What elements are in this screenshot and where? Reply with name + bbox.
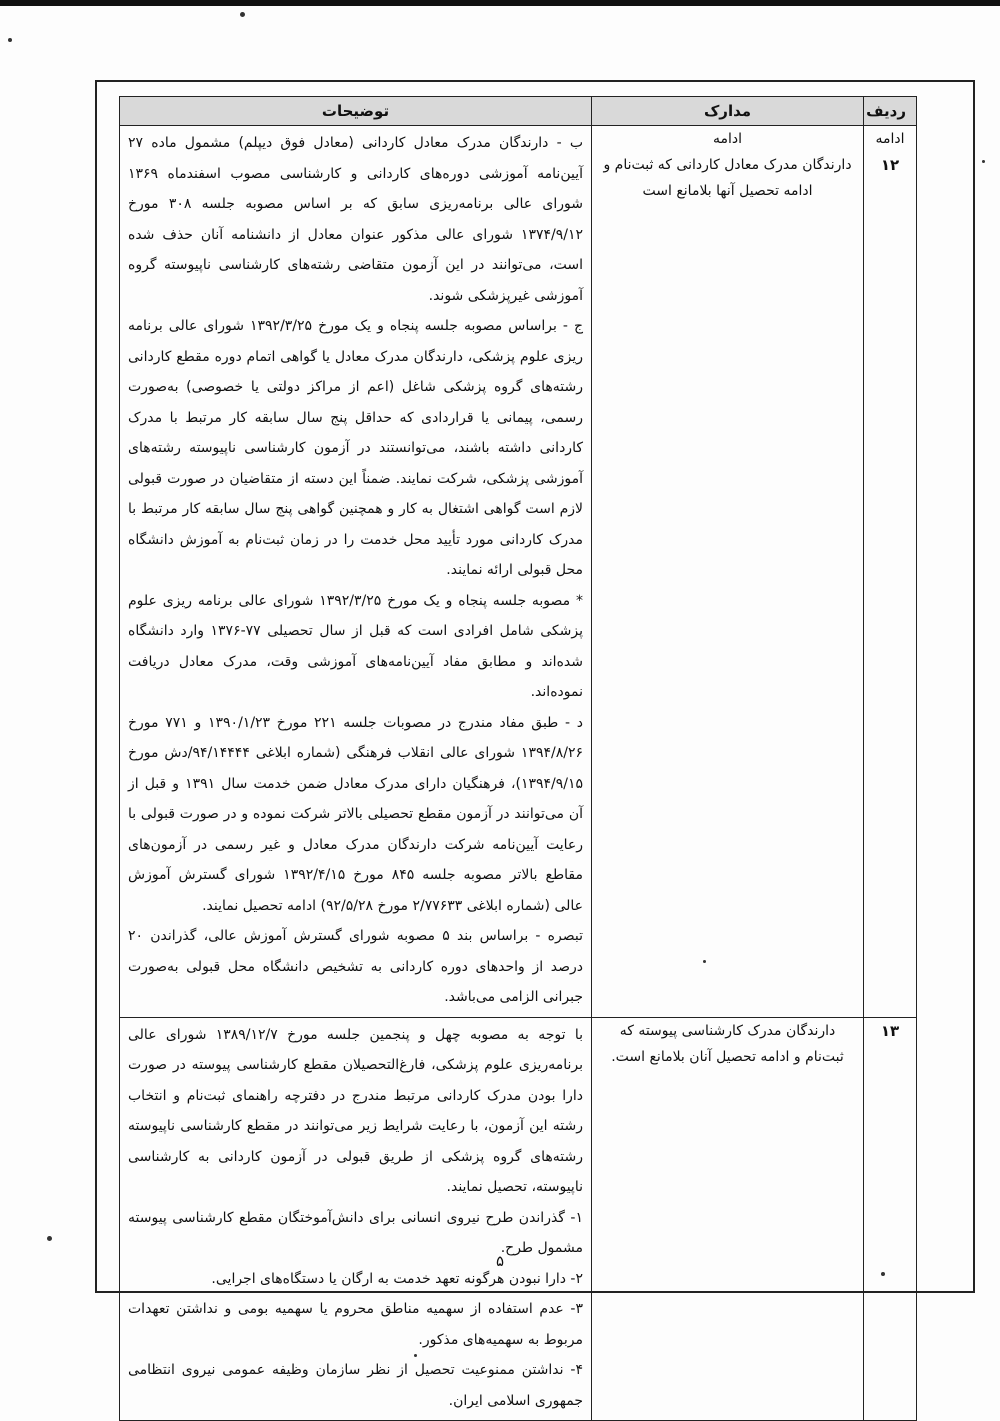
description-paragraph: ۲- دارا نبودن هرگونه تعهد خدمت به ارگان یا دستگاه‌های اجرایی. — [211, 1270, 583, 1287]
scan-speck — [982, 160, 985, 163]
table-row — [120, 1017, 917, 1421]
scan-speck — [47, 1236, 52, 1241]
description-paragraph: ۴- نداشتن ممنوعیت تحصیل از نظر سازمان وظیفه عمومی نیروی انتظامی جمهوری اسلامی ایران. — [128, 1362, 583, 1409]
page-number: ۵ — [495, 1252, 505, 1270]
description-paragraph: ۳- عدم استفاده از سهمیه مناطق محروم یا سهمیه بومی و نداشتن تعهدات مربوط به سهمیه‌های مذکور. — [128, 1301, 583, 1348]
scan-speck — [8, 38, 12, 42]
scan-speck — [881, 1272, 885, 1276]
header-row-number: ردیف — [864, 97, 917, 126]
madarek-text: دارندگان مدرک کارشناسی پیوسته که ثبت‌نام و ادامه تحصیل آنان بلامانع است. — [611, 1022, 844, 1065]
description-paragraph: ۱- گذراندن طرح نیروی انسانی برای دانش‌آموختگان مقطع کارشناسی پیوسته مشمول طرح. — [128, 1209, 583, 1256]
scan-top-edge — [0, 0, 1000, 6]
scan-speck — [703, 960, 706, 963]
description-paragraph: د - طبق مفاد مندرج در مصوبات جلسه ۲۲۱ مورخ ۱۳۹۰/۱/۲۳ و ۷۷۱ مورخ ۱۳۹۴/۸/۲۶ شورای عالی انقلاب فرهنگی (شماره ابلاغی ۹۴/۱۴۴۴۴/دش مورخ ۱۳۹۴/۹/۱۵)، فرهنگیان دارای مدرک معادل ضمن خدمت سال ۱۳۹۱ و قبل از آن می‌توانند در آزمون مقطع تحصیلی بالاتر شرکت نموده و در صورت قبولی با رعایت آیین‌نامه شرکت دارندگان مدرک معادل و غیر رسمی در آزمون‌های مقاطع بالاتر مصوبه جلسه ۸۴۵ مورخ ۱۳۹۲/۴/۱۵ شورای گسترش آموزش عالی (شماره ابلاغی ۲/۷۷۶۳۳ مورخ ۹۲/۵/۲۸) ادامه تحصیل نمایند. — [128, 714, 584, 914]
description-cell — [120, 126, 592, 1018]
description-cell — [120, 1017, 592, 1421]
madarek-cell — [592, 1017, 864, 1421]
description-paragraph: تبصره - براساس بند ۵ مصوبه شورای گسترش آموزش عالی، گذراندن ۲۰ درصد از واحدهای دوره کاردانی به تشخیص دانشگاه محل قبولی به‌صورت جبرانی الزامی می‌باشد. — [128, 928, 583, 1005]
table-row — [120, 126, 917, 1018]
row-number: ۱۳ — [880, 1021, 900, 1040]
description-paragraph: با توجه به مصوبه چهل و پنجمین جلسه مورخ ۱۳۸۹/۱۲/۷ شورای عالی برنامه‌ریزی علوم پزشکی، فارغ‌التحصیلان مقطع کارشناسی پیوسته در صورت دارا بودن مدرک کاردانی مرتبط مندرج در دفترچه راهنمای ثبت‌نام و انتخاب رشته این آزمون، با رعایت شرایط زیر می‌توانند در مقطع کارشناسی ناپیوسته رشته‌های گروه پزشکی از طریق قبولی در آزمون کاردانی به کارشناسی ناپیوسته، تحصیل نمایند. — [128, 1026, 583, 1195]
header-madarek: مدارک — [592, 97, 864, 126]
description-paragraph: ج - براساس مصوبه جلسه پنجاه و یک مورخ ۱۳۹۲/۳/۲۵ شورای عالی برنامه ریزی علوم پزشکی، دارندگان مدرک معادل یا گواهی اتمام دوره مقطع کاردانی رشته‌های گروه پزشکی شاغل (اعم از مراکز دولتی یا خصوصی) به‌صورت رسمی، پیمانی یا قراردادی که حداقل پنج سال سابقه کار مرتبط با مدرک کاردانی داشته باشند، می‌توانستند در آزمون کارشناسی ناپیوسته رشته‌های آموزشی پزشکی، شرکت نمایند. ضمناً این دسته از متقاضیان در صورت قبولی لازم است گواهی اشتغال به کار و همچنین گواهی پنج سال سابقه کار مرتبط با مدرک کاردانی مورد تأیید محل خدمت را در زمان ثبت‌نام به آموزش دانشگاه محل قبولی ارائه نمایند. — [128, 318, 583, 578]
row-number: ۱۲ — [880, 156, 900, 174]
madarek-text: دارندگان مدرک معادل کاردانی که ثبت‌نام و ادامه تحصیل آنها بلامانع است — [603, 157, 852, 199]
row-number-cell — [864, 126, 917, 1018]
scan-speck — [414, 1354, 417, 1357]
scan-speck — [240, 12, 245, 17]
row-number-cell — [864, 1017, 917, 1421]
description-paragraph: ب - دارندگان مدرک معادل کاردانی (معادل فوق دیپلم) مشمول ماده ۲۷ آیین‌نامه آموزشی دوره‌های کاردانی و کارشناسی مصوب اسفندماه ۱۳۶۹ شورای عالی برنامه‌ریزی سابق که بر اساس مصوبه جلسه ۳۰۸ مورخ ۱۳۷۴/۹/۱۲ شورای عالی مذکور عنوان معادل از دانشنامه آنان حذف شده است، می‌توانند در این آزمون متقاضی رشته‌های کارشناسی ناپیوسته گروه آموزشی غیرپزشکی شوند. — [128, 135, 583, 304]
header-tozihat: توضیحات — [120, 97, 592, 126]
table-header-row — [120, 97, 917, 126]
madarek-continued-label: ادامه — [712, 131, 743, 147]
madarek-cell — [592, 126, 864, 1018]
description-paragraph: * مصوبه جلسه پنجاه و یک مورخ ۱۳۹۲/۳/۲۵ شورای عالی برنامه ریزی علوم پزشکی شامل افرادی است که قبل از سال تحصیلی ۷۷-۱۳۷۶ وارد دانشگاه شده‌اند و مطابق مفاد آیین‌نامه‌های آموزشی وقت، مدرک معادل دریافت نموده‌اند. — [128, 592, 583, 700]
row-continued-label: ادامه — [875, 131, 905, 147]
requirements-table — [119, 96, 917, 1421]
